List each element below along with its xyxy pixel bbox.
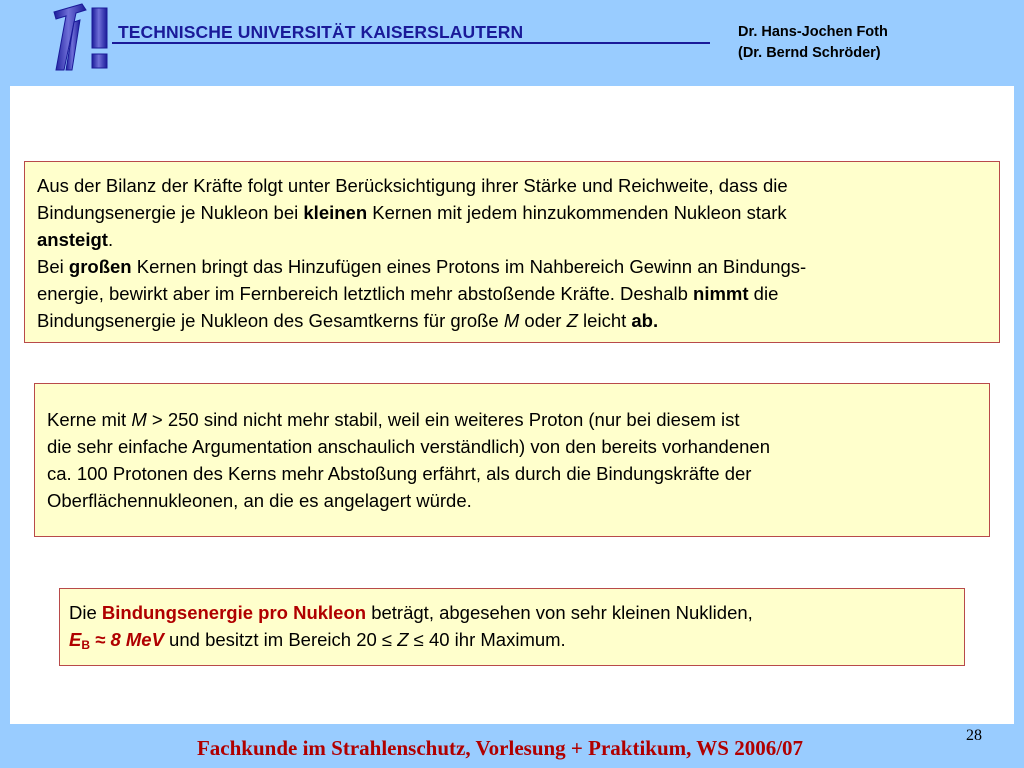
text-line: Bindungsenergie je Nukleon des Gesamtkerns für große M oder Z leicht ab. [37, 310, 659, 331]
text-line: Aus der Bilanz der Kräfte folgt unter Berücksichtigung ihrer Stärke und Reichweite, dass die [37, 175, 788, 196]
text-line: Die Bindungsenergie pro Nukleon beträgt, abgesehen von sehr kleinen Nukliden, [69, 602, 753, 623]
symbol-M: M [503, 310, 520, 331]
text-line: Bindungsenergie je Nukleon bei kleinen Kernen mit jedem hinzukommenden Nukleon stark [37, 202, 787, 223]
symbol-M: M [131, 409, 147, 430]
emphasis-kleinen: kleinen [303, 202, 368, 223]
course-footer: Fachkunde im Strahlenschutz, Vorlesung + Praktikum, WS 2006/07 [196, 736, 804, 760]
text-line: Oberflächennukleonen, an die es angelagert würde. [47, 490, 472, 511]
highlight-binding-energy: Bindungsenergie pro Nukleon [101, 602, 367, 623]
text-line: ansteigt. [37, 229, 114, 250]
text-box-stability-limit [34, 383, 990, 537]
text-line: Bei großen Kernen bringt das Hinzufügen eines Protons im Nahbereich Gewinn an Bindungs- [37, 256, 807, 277]
emphasis-nimmt: nimmt [693, 283, 749, 304]
symbol-Z: Z [566, 310, 578, 331]
header-underline [112, 42, 710, 44]
author-block [738, 22, 888, 64]
text-line: $E_B \approx 8$ MeV und besitzt im Bereich 20 ≤ Z ≤ 40 ihr Maximum. [69, 629, 566, 652]
page-number: 28 [966, 727, 982, 744]
formula-eb: $E_B \approx 8$ MeV [69, 629, 164, 652]
university-logo [52, 2, 110, 72]
emphasis-ab: ab. [631, 310, 659, 331]
text-line: die sehr einfache Argumentation anschaulich verständlich) von den bereits vorhandenen [47, 436, 770, 457]
text-box-binding-energy-summary [59, 588, 965, 666]
coauthor-name: (Dr. Bernd Schröder) [738, 45, 881, 61]
text-box-binding-balance [24, 161, 1000, 343]
text-line: energie, bewirkt aber im Fernbereich letztlich mehr abstoßende Kräfte. Deshalb nimmt die [37, 283, 779, 304]
emphasis-ansteigt: ansteigt [37, 229, 108, 250]
emphasis-grossen: großen [68, 256, 132, 277]
symbol-Z: Z [397, 629, 409, 650]
text-line: Kerne mit M > 250 sind nicht mehr stabil, weil ein weiteres Proton (nur bei diesem ist [47, 409, 740, 430]
university-name: TECHNISCHE UNIVERSITÄT KAISERSLAUTERN [118, 22, 524, 42]
text-line: ca. 100 Protonen des Kerns mehr Abstoßung erfährt, als durch die Bindungskräfte der [47, 463, 752, 484]
author-name: Dr. Hans-Jochen Foth [738, 24, 888, 40]
